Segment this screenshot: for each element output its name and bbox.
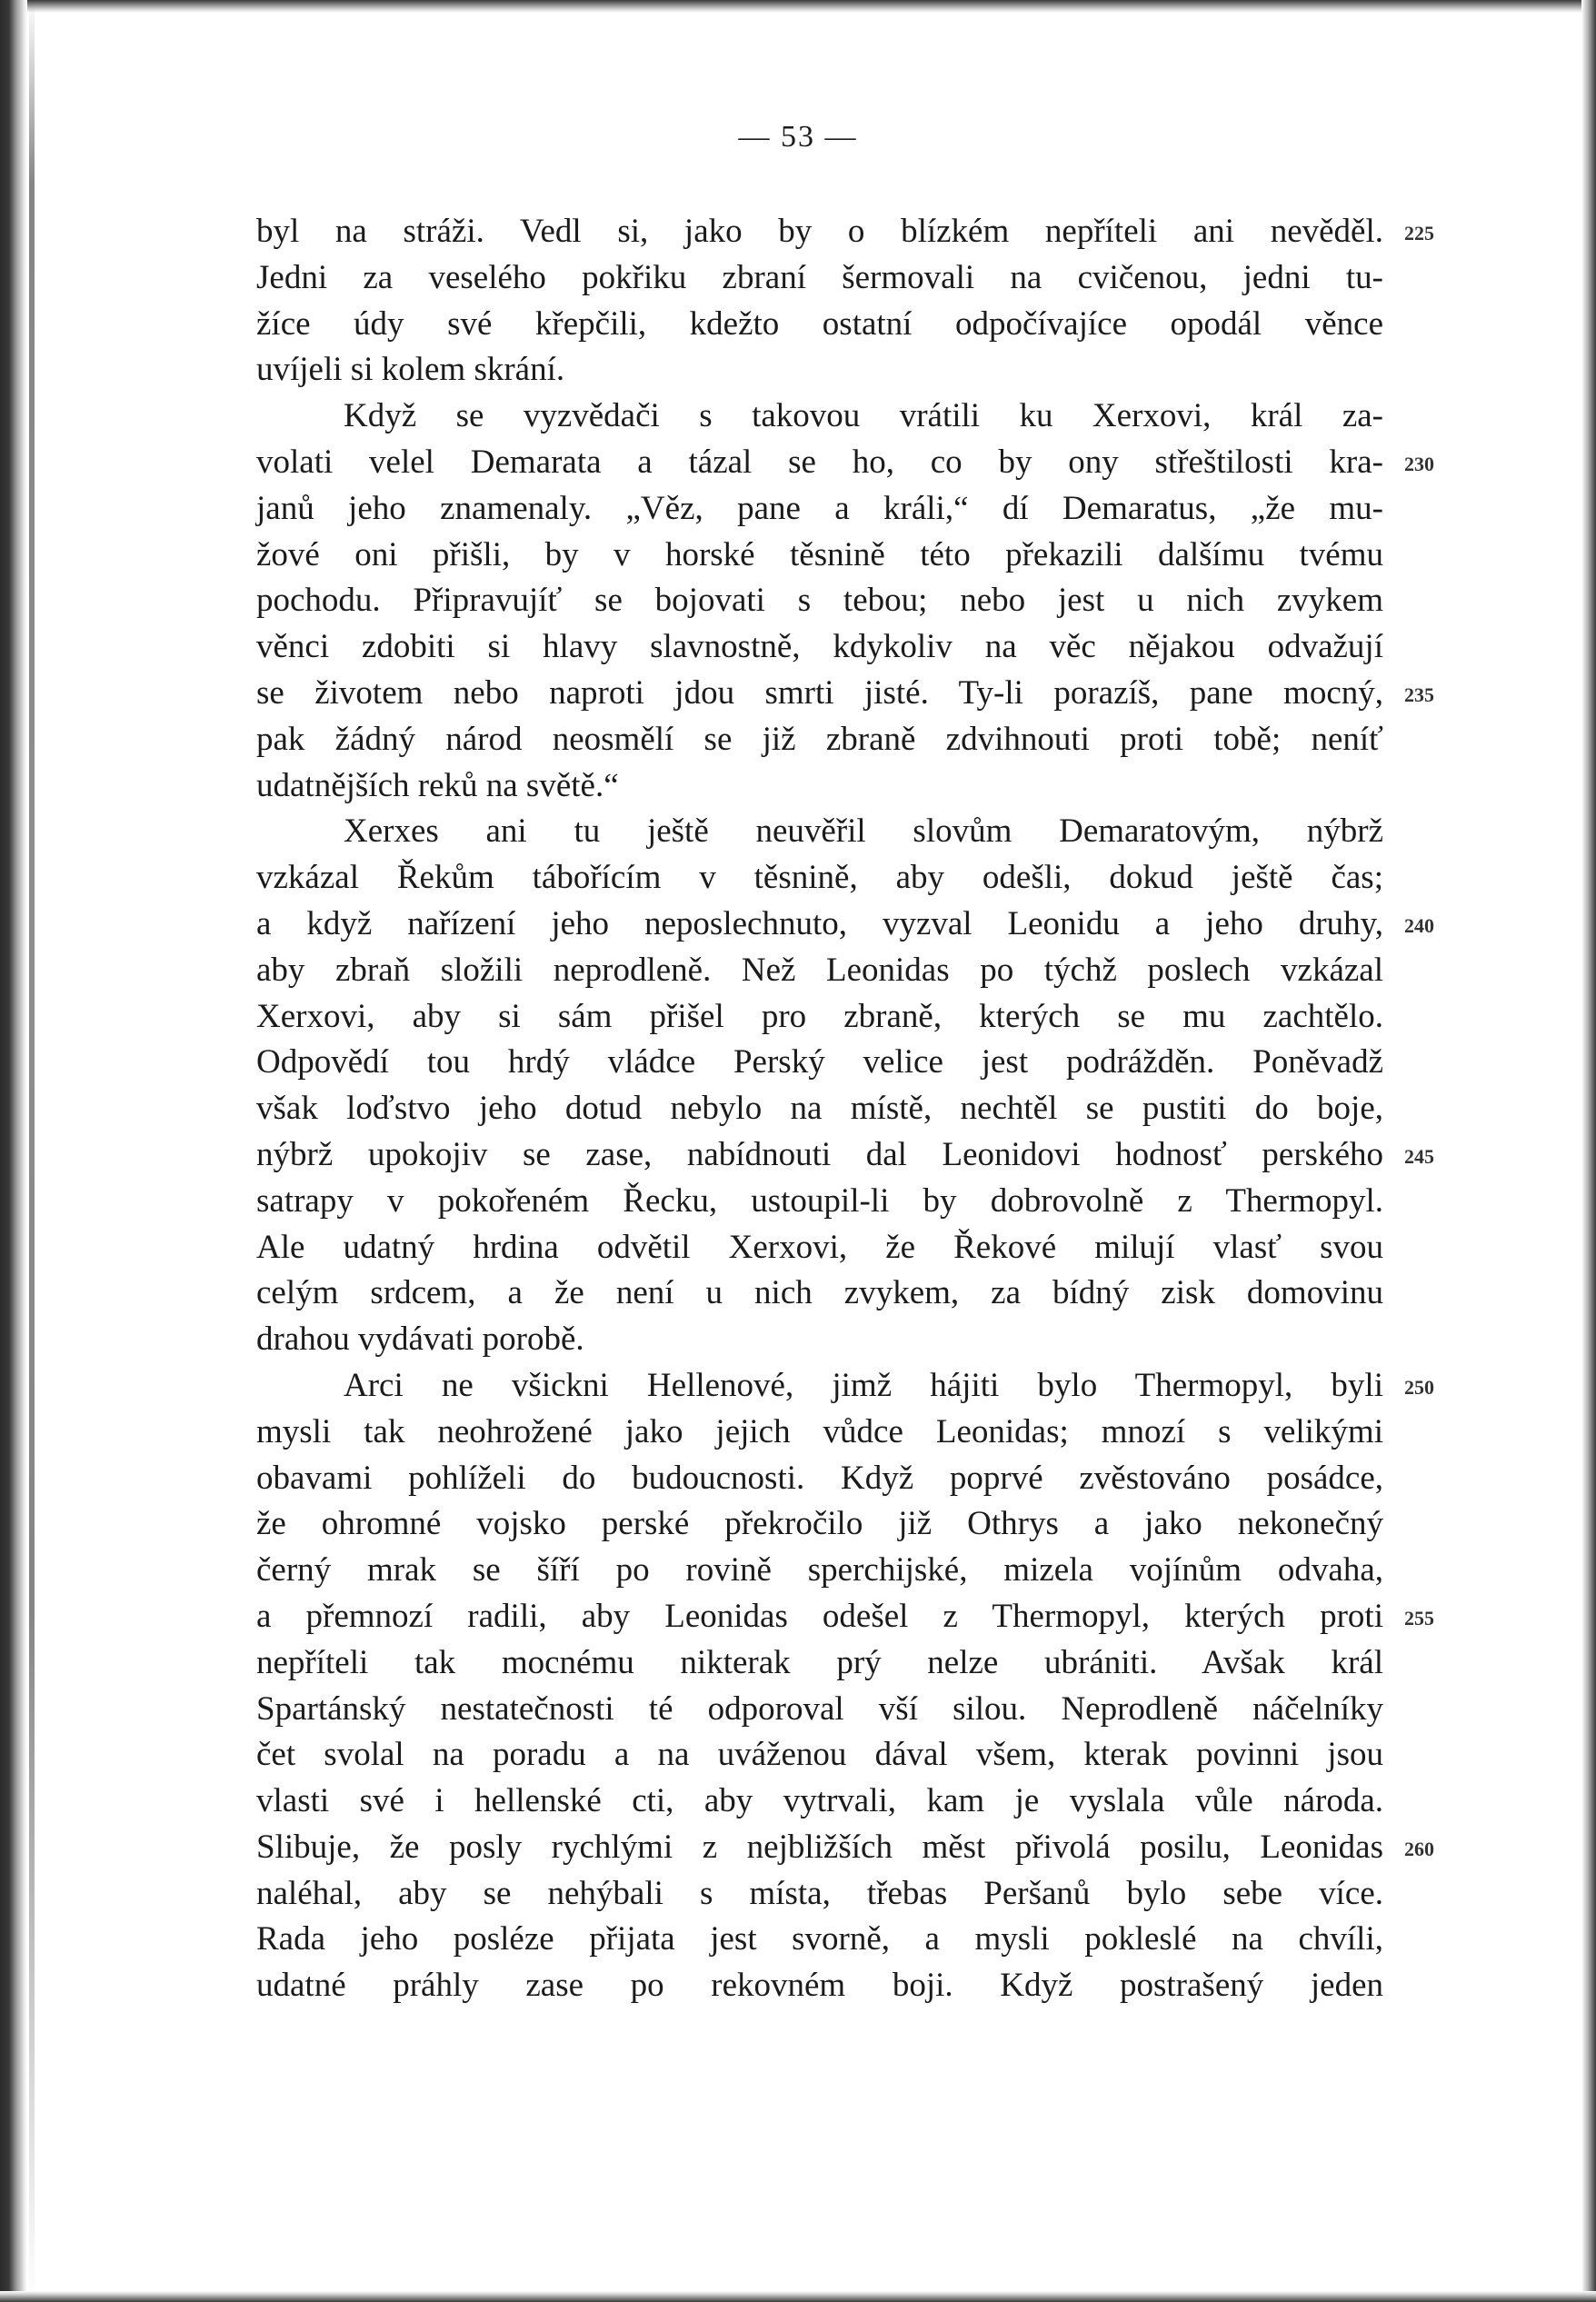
text-line-content: nepříteli tak mocnému nikterak prý nelze ubrániti. Avšak král bbox=[256, 1643, 1383, 1681]
text-line bbox=[256, 809, 1383, 855]
text-line bbox=[256, 533, 1383, 579]
text-line bbox=[256, 302, 1383, 348]
line-number-marker: 230 bbox=[1404, 453, 1434, 475]
line-number-marker: 225 bbox=[1404, 222, 1434, 244]
text-line bbox=[256, 347, 1383, 394]
text-line bbox=[256, 948, 1383, 994]
text-line-content: uvíjeli si kolem skrání. bbox=[256, 351, 565, 389]
text-line bbox=[256, 255, 1383, 302]
text-line bbox=[256, 1871, 1383, 1918]
text-line bbox=[256, 1132, 1383, 1179]
text-line bbox=[256, 1271, 1383, 1317]
text-line bbox=[256, 1779, 1383, 1825]
text-line bbox=[256, 1317, 1383, 1363]
body-text bbox=[256, 209, 1383, 2009]
text-line-content: Když se vyzvědači s takovou vrátili ku Xerxovi, král za- bbox=[344, 397, 1383, 435]
text-line-content: Xerxes ani tu ještě neuvěřil slovům Demaratovým, nýbrž bbox=[344, 812, 1383, 851]
text-line bbox=[256, 1687, 1383, 1733]
text-line bbox=[256, 671, 1383, 717]
line-number-marker: 255 bbox=[1404, 1607, 1434, 1629]
text-line bbox=[256, 1963, 1383, 2009]
text-line-content: drahou vydávati porobě. bbox=[256, 1320, 584, 1359]
text-line-content: obavami pohlíželi do budoucnosti. Když poprvé zvěstováno posádce, bbox=[256, 1459, 1383, 1497]
text-line-content: udatné práhly zase po rekovném boji. Když postrašený jeden bbox=[256, 1967, 1383, 2005]
page-number: — 53 — bbox=[738, 120, 858, 154]
text-line bbox=[256, 1917, 1383, 1963]
text-line bbox=[256, 1086, 1383, 1132]
text-line bbox=[256, 1179, 1383, 1225]
text-line-content: aby zbraň složili neprodleně. Než Leonidas po týchž poslech vzkázal bbox=[256, 951, 1383, 989]
text-line bbox=[256, 624, 1383, 671]
text-line bbox=[256, 1040, 1383, 1086]
text-line-content: černý mrak se šíří po rovině sperchijské, mizela vojínům odvaha, bbox=[256, 1551, 1383, 1589]
text-line-content: vlasti své i hellenské cti, aby vytrvali, kam je vyslala vůle národa. bbox=[256, 1782, 1383, 1820]
text-line bbox=[256, 394, 1383, 440]
text-line-content: Jedni za veselého pokřiku zbraní šermovali na cvičenou, jedni tu- bbox=[256, 258, 1383, 296]
line-number-marker: 260 bbox=[1404, 1838, 1434, 1860]
text-line-content: však loďstvo jeho dotud nebylo na místě, nechtěl se pustiti do boje, bbox=[256, 1090, 1383, 1128]
text-line-content: nýbrž upokojiv se zase, nabídnouti dal Leonidovi hodnosť perského bbox=[256, 1135, 1383, 1173]
text-line bbox=[256, 717, 1383, 763]
text-line-content: Xerxovi, aby si sám přišel pro zbraně, kterých se mu zachtělo. bbox=[256, 997, 1383, 1035]
text-line-content: se životem nebo naproti jdou smrti jisté. Ty-li porazíš, pane mocný, bbox=[256, 673, 1383, 712]
text-line-content: janů jeho znamenaly. „Věz, pane a králi,“ dí Demaratus, „že mu- bbox=[256, 489, 1383, 527]
line-number-marker: 250 bbox=[1404, 1376, 1434, 1399]
text-line-content: a přemnozí radili, aby Leonidas odešel z Thermopyl, kterých proti bbox=[256, 1597, 1383, 1635]
text-line-content: Rada jeho posléze přijata jest svorně, a mysli pokleslé na chvíli, bbox=[256, 1920, 1383, 1958]
text-line-content: volati velel Demarata a tázal se ho, co by ony střeštilosti kra- bbox=[256, 443, 1383, 481]
scan-edge-right bbox=[1581, 0, 1596, 2302]
text-line bbox=[256, 440, 1383, 486]
text-line bbox=[256, 763, 1383, 810]
text-line-content: naléhal, aby se nehýbali s místa, třebas Peršanů bylo sebe více. bbox=[256, 1874, 1383, 1912]
text-line-content: žíce údy své křepčili, kdežto ostatní odpočívajíce opodál věnce bbox=[256, 304, 1383, 343]
scan-edge-left bbox=[0, 0, 27, 2302]
text-line bbox=[256, 209, 1383, 255]
text-line-content: pochodu. Připravujíť se bojovati s tebou; nebo jest u nich zvykem bbox=[256, 582, 1383, 620]
text-line-content: mysli tak neohrožené jako jejich vůdce Leonidas; mnozí s velikými bbox=[256, 1412, 1383, 1450]
text-line-content: Odpovědí tou hrdý vládce Perský velice jest podrážděn. Poněvadž bbox=[256, 1043, 1383, 1081]
text-line bbox=[256, 1548, 1383, 1594]
text-line bbox=[256, 486, 1383, 533]
text-line-content: satrapy v pokořeném Řecku, ustoupil-li by dobrovolně z Thermopyl. bbox=[256, 1181, 1383, 1220]
text-line-content: že ohromné vojsko perské překročilo již Othrys a jako nekonečný bbox=[256, 1505, 1383, 1543]
text-line bbox=[256, 1501, 1383, 1548]
text-line bbox=[256, 1594, 1383, 1640]
text-line-content: žové oni přišli, by v horské těsnině této překazili dalšímu tvému bbox=[256, 535, 1383, 573]
text-line bbox=[256, 1225, 1383, 1271]
text-line bbox=[256, 1640, 1383, 1687]
text-line-content: udatnějších reků na světě.“ bbox=[256, 766, 619, 804]
scan-edge-bottom bbox=[0, 2291, 1596, 2302]
text-line bbox=[256, 1410, 1383, 1456]
text-line bbox=[256, 994, 1383, 1041]
text-line-content: pak žádný národ neosmělí se již zbraně zdvihnouti proti tobě; neníť bbox=[256, 720, 1383, 758]
text-line bbox=[256, 578, 1383, 624]
text-line bbox=[256, 1363, 1383, 1410]
text-line-content: Spartánský nestatečnosti té odporoval vší silou. Neprodleně náčelníky bbox=[256, 1689, 1383, 1728]
text-line-content: vzkázal Řekům tábořícím v těsnině, aby odešli, dokud ještě čas; bbox=[256, 859, 1383, 897]
text-line bbox=[256, 1732, 1383, 1779]
line-number-marker: 240 bbox=[1404, 914, 1434, 937]
text-line-content: celým srdcem, a že není u nich zvykem, za bídný zisk domovinu bbox=[256, 1274, 1383, 1312]
scan-edge-top bbox=[0, 0, 1596, 13]
text-line-content: čet svolal na poradu a na uváženou dával všem, kterak povinni jsou bbox=[256, 1736, 1383, 1774]
text-line bbox=[256, 902, 1383, 948]
text-line bbox=[256, 1456, 1383, 1502]
text-line-content: a když nařízení jeho neposlechnuto, vyzval Leonidu a jeho druhy, bbox=[256, 904, 1383, 942]
line-number-marker: 245 bbox=[1404, 1145, 1434, 1168]
text-line bbox=[256, 855, 1383, 902]
text-line bbox=[256, 1825, 1383, 1871]
line-number-marker: 235 bbox=[1404, 683, 1434, 706]
text-line-content: Slibuje, že posly rychlými z nejbližších měst přivolá posilu, Leonidas bbox=[256, 1828, 1383, 1866]
text-line-content: věnci zdobiti si hlavy slavnostně, kdykoliv na věc nějakou odvažují bbox=[256, 628, 1383, 666]
text-line-content: byl na stráži. Vedl si, jako by o blízkém nepříteli ani nevěděl. bbox=[256, 213, 1383, 250]
text-line-content: Arci ne všickni Hellenové, jimž hájiti bylo Thermopyl, byli bbox=[344, 1366, 1383, 1404]
text-line-content: Ale udatný hrdina odvětil Xerxovi, že Řekové milují vlasť svou bbox=[256, 1228, 1383, 1266]
